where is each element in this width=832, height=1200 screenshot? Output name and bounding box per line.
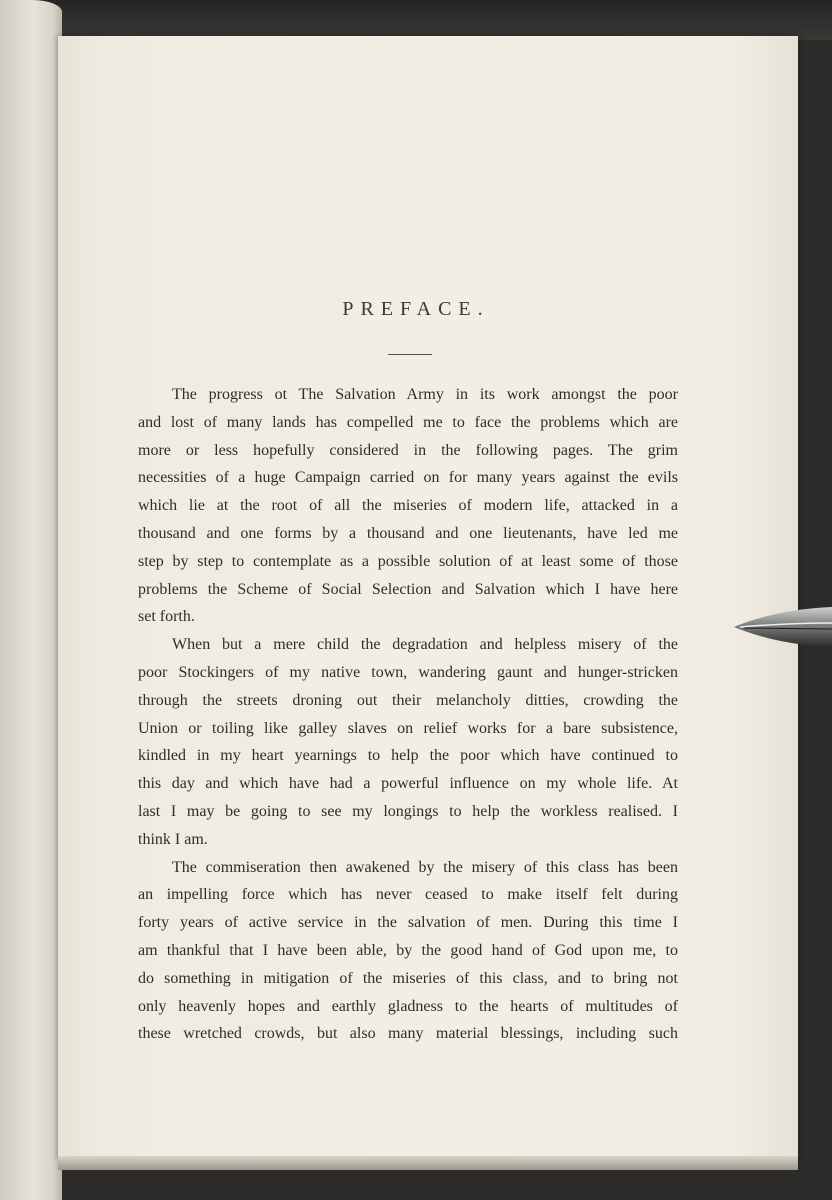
title-rule: [388, 354, 432, 355]
text-line: necessities of a huge Campaign carried on for many years against the evils: [138, 469, 678, 487]
background: [0, 0, 832, 40]
left-page-edges: [0, 0, 62, 1200]
text-line: kindled in my heart yearnings to help the poor which have continued to: [138, 747, 678, 765]
page-bottom-edge: [58, 1156, 798, 1170]
text-line: thousand and one forms by a thousand and one lieutenants, have led me: [138, 524, 678, 542]
text-line: think I am.: [138, 830, 208, 848]
text-line: only heavenly hopes and earthly gladness to the hearts of multitudes of: [138, 997, 678, 1015]
preface-body: [138, 381, 678, 1048]
text-line: forty years of active service in the salvation of men. During this time I: [138, 914, 678, 932]
page-title: PREFACE.: [342, 298, 490, 320]
text-line: When but a mere child the degradation and helpless misery of the: [172, 636, 678, 654]
text-line: step by step to contemplate as a possible solution of at least some of those: [138, 552, 678, 570]
text-line: set forth.: [138, 608, 195, 626]
paragraph-1: [138, 381, 678, 631]
text-line: do something in mitigation of the miseries of this class, and to bring not: [138, 969, 678, 987]
text-line: last I may be going to see my longings to help the workless realised. I: [138, 802, 678, 820]
text-line: this day and which have had a powerful influence on my whole life. At: [138, 775, 678, 793]
text-line: am thankful that I have been able, by the good hand of God upon me, to: [138, 941, 678, 959]
text-line: which lie at the root of all the miseries of modern life, attacked in a: [138, 497, 678, 515]
paragraph-2: [138, 631, 678, 853]
text-line: more or less hopefully considered in the following pages. The grim: [138, 441, 678, 459]
text-line: poor Stockingers of my native town, wandering gaunt and hunger-stricken: [138, 663, 678, 681]
paragraph-3: [138, 854, 678, 1049]
text-line: and lost of many lands has compelled me to face the problems which are: [138, 413, 678, 431]
text-line: Union or toiling like galley slaves on relief works for a bare subsistence,: [138, 719, 678, 737]
text-line: The progress ot The Salvation Army in its work amongst the poor: [172, 386, 678, 403]
text-line: through the streets droning out their melancholy ditties, crowding the: [138, 691, 678, 709]
text-line: these wretched crowds, but also many material blessings, including such: [138, 1025, 678, 1043]
text-line: The commiseration then awakened by the misery of this class has been: [172, 858, 678, 876]
text-line: an impelling force which has never ceased to make itself felt during: [138, 886, 678, 904]
pen-nib-icon: [734, 605, 832, 651]
text-line: problems the Scheme of Social Selection and Salvation which I have here: [138, 580, 678, 598]
